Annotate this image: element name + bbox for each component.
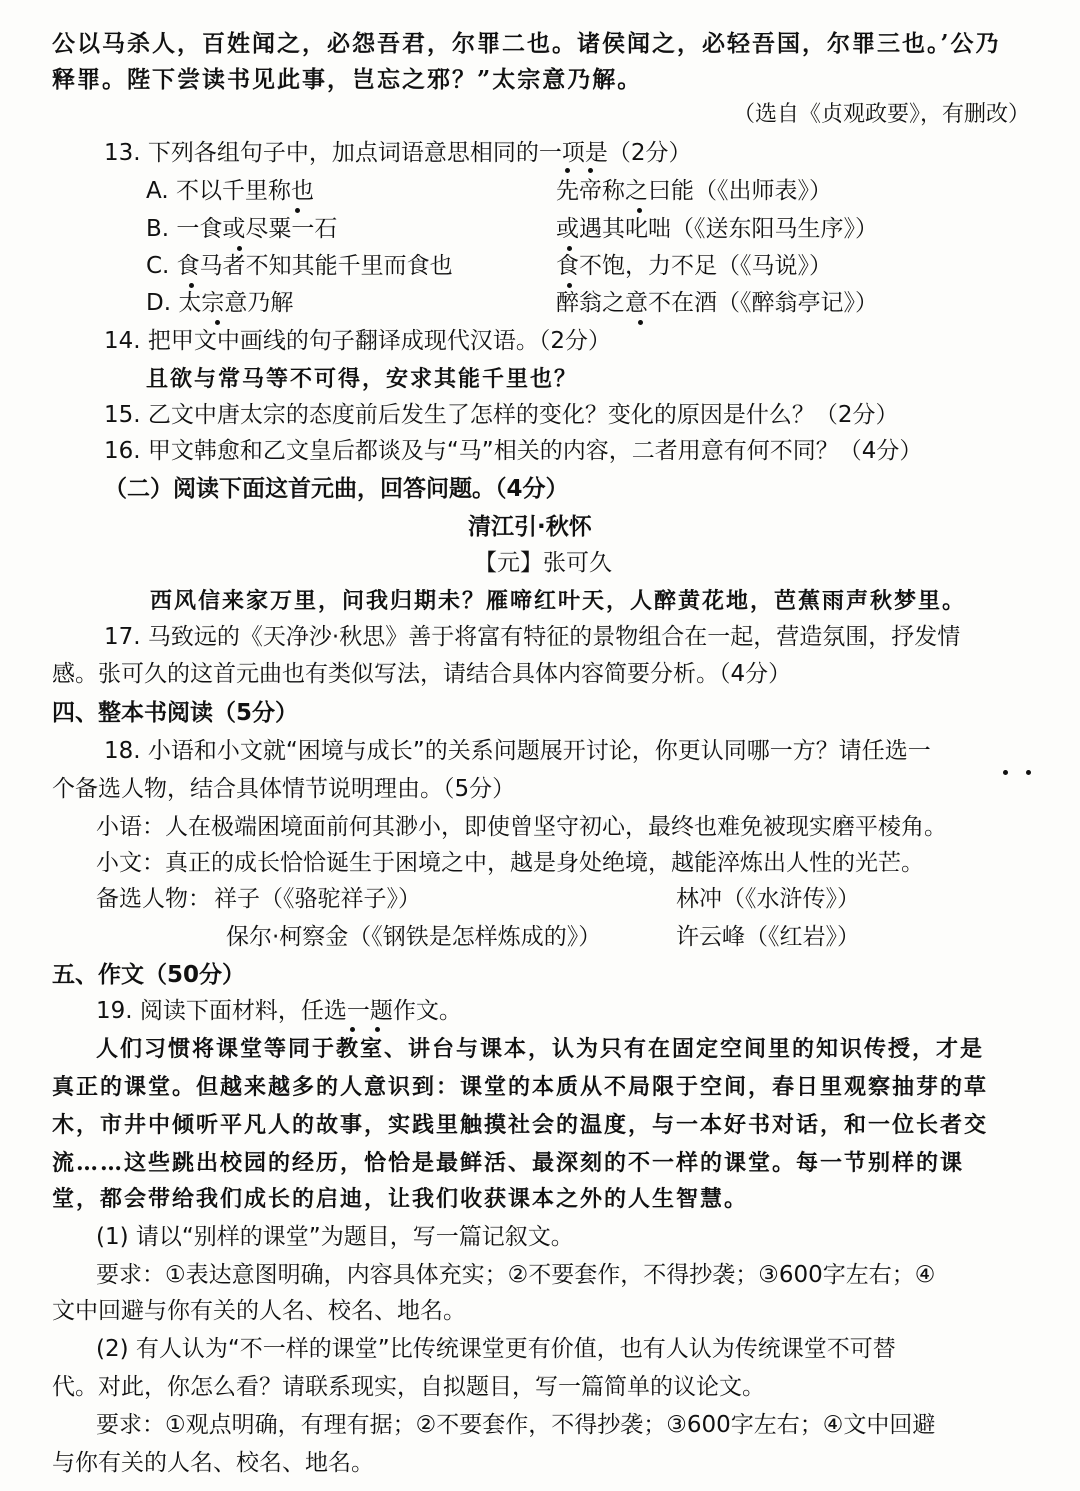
xiaoyu-view: 小语：人在极端困境面前何其渺小，即使曾坚守初心，最终也难免被现实磨平棱角。 <box>96 814 947 840</box>
q18-line-2: 个备选人物，结合具体情节说明理由。（5分） <box>52 776 516 802</box>
emphasis-dot <box>588 168 593 173</box>
q13-option-a-left: A. 不以千里称也 <box>146 178 314 204</box>
req-2-line-1: 要求：①观点明确，有理有据；②不要套作，不得抄袭；③600字左右；④文中回避 <box>96 1412 936 1438</box>
q17-line-1: 17. 马致远的《天净沙·秋思》善于将富有特征的景物组合在一起，营造氛围，抒发情 <box>104 624 961 650</box>
emphasis-dot <box>638 320 643 325</box>
emphasis-dot <box>565 168 570 173</box>
candidate-pavel: 保尔·柯察金（《钢铁是怎样炼成的》） <box>226 924 602 950</box>
q17-line-2: 感。张可久的这首元曲也有类似写法，请结合具体内容简要分析。（4分） <box>52 661 792 687</box>
q18-line-1: 18. 小语和小文就“困境与成长”的关系问题展开讨论，你更认同哪一方？请任选一 <box>104 738 931 764</box>
q13-option-a-right: 先帝称之曰能（《出师表》） <box>556 178 832 204</box>
emphasis-dot <box>189 283 194 288</box>
material-line-2: 真正的课堂。但越来越多的人意识到：课堂的本质从不局限于空间，春日里观察抽芽的草 <box>52 1074 989 1100</box>
q13-option-c-right: 食不饱，力不足（《马说》） <box>556 253 832 279</box>
prompt-2-line-2: 代。对此，你怎么看？请联系现实，自拟题目，写一篇简单的议论文。 <box>52 1374 765 1400</box>
emphasis-dot <box>350 1027 355 1032</box>
candidate-xuyunfeng: 许云峰（《红岩》） <box>676 924 860 950</box>
poem-author: 【元】张可久 <box>474 550 612 576</box>
q13-option-b-left: B. 一食或尽粟一石 <box>146 216 338 242</box>
emphasis-dot <box>295 208 300 213</box>
prompt-2-line-1: (2) 有人认为“不一样的课堂”比传统课堂更有价值，也有人认为传统课堂不可替 <box>96 1336 896 1362</box>
text-source: （选自《贞观政要》，有删改） <box>732 102 1030 127</box>
poem-title: 清江引·秋怀 <box>468 514 592 540</box>
text-a-line-1: 公以马杀人，百姓闻之，必怨吾君，尔罪二也。诸侯闻之，必轻吾国，尔罪三也。’公乃 <box>52 30 1001 57</box>
q13-option-d-right: 醉翁之意不在酒（《醉翁亭记》） <box>556 290 878 316</box>
q14-sentence: 且欲与常马等不可得，安求其能千里也？ <box>146 366 579 392</box>
material-line-4: 流……这些跳出校园的经历，恰恰是最鲜活、最深刻的不一样的课堂。每一节别样的课 <box>52 1150 965 1176</box>
req-1-line-1: 要求：①表达意图明确，内容具体充实；②不要套作，不得抄袭；③600字左右；④ <box>96 1262 936 1288</box>
q13-stem: 13. 下列各组句子中，加点词语意思相同的一项是（2分） <box>104 140 692 166</box>
material-line-5: 堂，都会带给我们成长的启迪，让我们收获课本之外的人生智慧。 <box>52 1186 749 1212</box>
emphasis-dot <box>567 283 572 288</box>
emphasis-dot <box>215 320 220 325</box>
q13-option-d-left: D. 太宗意乃解 <box>146 290 294 316</box>
material-line-1: 人们习惯将课堂等同于教室、讲台与课本，认为只有在固定空间里的知识传授，才是 <box>96 1036 985 1062</box>
section-2-heading: （二）阅读下面这首元曲，回答问题。（4分） <box>104 476 569 502</box>
emphasis-dot <box>1026 770 1031 775</box>
emphasis-dot <box>375 1027 380 1032</box>
material-line-3: 木，市井中倾听平凡人的故事，实践里触摸社会的温度，与一本好书对话，和一位长者交 <box>52 1112 989 1138</box>
section-4-heading: 四、整本书阅读（5分） <box>52 700 299 726</box>
emphasis-dot <box>637 208 642 213</box>
poem-body: 西风信来家万里，问我归期未？雁啼红叶天，人醉黄花地，芭蕉雨声秋梦里。 <box>150 588 967 614</box>
q13-option-c-left: C. 食马者不知其能千里而食也 <box>146 253 453 279</box>
emphasis-dot <box>1003 770 1008 775</box>
emphasis-dot <box>237 246 242 251</box>
section-5-heading: 五、作文（50分） <box>52 962 246 988</box>
req-2-line-2: 与你有关的人名、校名、地名。 <box>52 1450 374 1476</box>
candidates-label: 备选人物： <box>96 886 211 912</box>
q16-stem: 16. 甲文韩愈和乙文皇后都谈及与“马”相关的内容，二者用意有何不同？（4分） <box>104 438 923 464</box>
text-a-line-2: 释罪。陛下尝读书见此事，岂忘之邪？”太宗意乃解。 <box>52 66 643 93</box>
prompt-1: (1) 请以“别样的课堂”为题目，写一篇记叙文。 <box>96 1224 574 1250</box>
candidate-xiangzi: 祥子（《骆驼祥子》） <box>214 886 421 912</box>
candidate-linchong: 林冲（《水浒传》） <box>676 886 860 912</box>
q19-stem: 19. 阅读下面材料，任选一题作文。 <box>96 998 462 1024</box>
q14-stem: 14. 把甲文中画线的句子翻译成现代汉语。（2分） <box>104 328 612 354</box>
q13-option-b-right: 或遇其叱咄（《送东阳马生序》） <box>556 216 878 242</box>
xiaowen-view: 小文：真正的成长恰恰诞生于困境之中，越是身处绝境，越能淬炼出人性的光芒。 <box>96 850 924 876</box>
req-1-line-2: 文中回避与你有关的人名、校名、地名。 <box>52 1298 466 1324</box>
emphasis-dot <box>567 246 572 251</box>
q15-stem: 15. 乙文中唐太宗的态度前后发生了怎样的变化？变化的原因是什么？（2分） <box>104 402 899 428</box>
